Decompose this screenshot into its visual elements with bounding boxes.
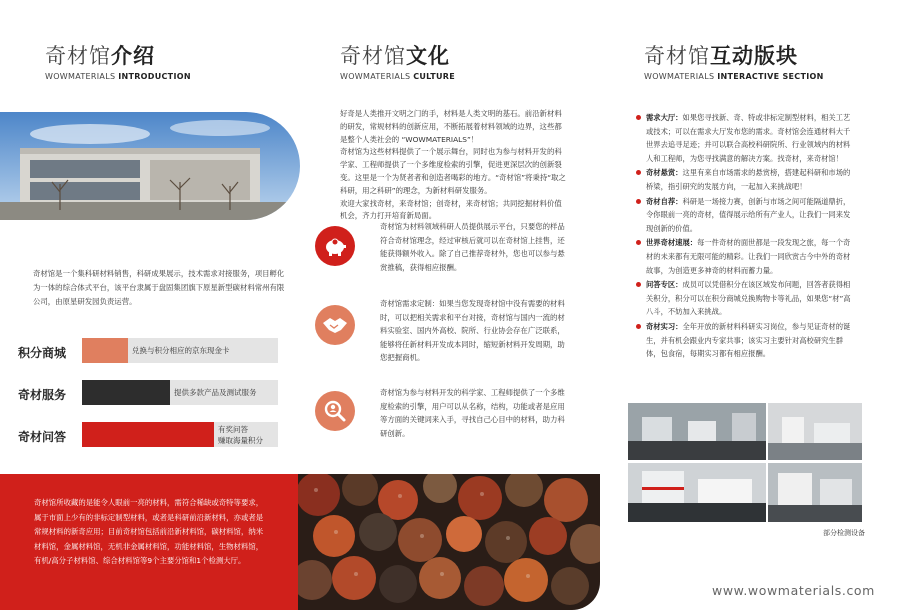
equipment-caption: 部分检测设备 xyxy=(823,529,865,537)
interactive-title: 奇材馆互动版块 xyxy=(644,44,798,68)
equipment-photos xyxy=(628,403,862,522)
website-url[interactable]: www.wowmaterials.com xyxy=(712,583,875,598)
bullet-internship: 奇材实习：全年开放的新材料科研实习岗位，参与见证奇材的诞生，并有机会跟业内专家共事；该实习主要针对高校研究生群体，包食宿，每期实习都有相应报酬。 xyxy=(636,320,856,361)
row-bar-qa[interactable] xyxy=(82,422,278,447)
row-swatch-salmon xyxy=(82,338,128,363)
red-info-panel xyxy=(0,474,298,610)
intro-title: 奇材馆介绍 xyxy=(45,44,155,68)
culture-intro: 好奇是人类推开文明之门的手，材料是人类文明的基石。前沿新材料的研发，常规材料的创新应用，不断拓展着材料领域的边界，这些都是整个人类社会的 “WOWMATERIALS”！ 奇材馆为这些材料提供了一个展示舞台，同时也为参与材料开发的科学家、工程师提供了一个多维度检索的引擎，促进更深层次的创新裂变。这里是一个为贤者者和创造者喝彩的地方。“奇材馆”将秉持“取之科研，用之科研”的理念，为新材料研发服务。 欢迎大家找奇材，来奇材馆；创奇材，来奇材馆；共同挖掘材料价值机会，齐力打开培育新局面。 xyxy=(340,109,566,221)
row-label-points-mall: 积分商城 xyxy=(18,346,67,360)
culture-subtitle: WOWMATERIALS CULTURE xyxy=(340,72,456,81)
row-label-qa: 奇材问答 xyxy=(18,430,67,444)
row-bar-points-mall[interactable] xyxy=(82,338,278,363)
red-panel-text: 奇材馆所收藏的是能令人眼前一亮的材料，需符合稀缺或奇特等要求，属于市面上少有的非标定制型材料，或者是科研前沿新材料，亦或者是常规材料的新奇应用；目前奇材馆包括前沿新材料馆，碳材料馆，纳米材料馆，金属材料馆，无机非金属材料馆，功能材料馆，生物材料馆，有机/高分子材料馆、综合材料馆等9个主要分馆和1个检测大厅。 xyxy=(34,498,264,565)
building-photo xyxy=(0,112,300,220)
bullet-qa-zone: 问答专区：成员可以凭借积分在该区域发布问题，回答者获得相关积分，积分可以在积分商城兑换购物卡等礼品，如果您“材”高八斗，不妨加入来挑战。 xyxy=(636,278,856,319)
intro-paragraph: 奇材馆是一个集科研材料销售，科研成果展示，技术需求对接服务，项目孵化为一体的综合体式平台，该平台隶属于盘固集团旗下原星新型碳材料常州有限公司，由原星研发园负责运营。 xyxy=(33,269,285,306)
row-text-points-mall: 兑换与积分相应的京东现金卡 xyxy=(132,346,230,355)
intro-subtitle: WOWMATERIALS INTRODUCTION xyxy=(45,72,191,81)
handshake-icon xyxy=(315,305,355,345)
search-person-icon xyxy=(315,391,355,431)
row-label-services: 奇材服务 xyxy=(18,388,67,402)
interactive-subtitle: WOWMATERIALS INTERACTIVE SECTION xyxy=(644,72,824,81)
interactive-bullet-list xyxy=(636,111,856,362)
row-swatch-red xyxy=(82,422,214,447)
row-swatch-dark xyxy=(82,380,170,405)
piggy-bank-icon xyxy=(315,226,355,266)
bullet-world-showcase: 世界奇材速展：每一件奇材的面世都是一段发现之旅，每一个奇材的未来都有无限可能的精彩。让我们一同欣赏古今中外的奇材故事，为创造更多神奇的材料而蓄力量。 xyxy=(636,236,856,277)
bullet-demand-hall: 需求大厅：如果您寻找新、奇、特或非标定制型材料，相关工艺或技术；可以在需求大厅发布您的需求。奇材馆会连通材料大千世界去追寻足迹；并可以联合高校科研院所、行业领域内的材料人和工程师，为您寻找满意的解决方案。找奇材，来奇材馆！ xyxy=(636,111,856,165)
culture-item-3: 奇材馆为参与材料开发的科学家、工程师提供了一个多维度检索的引擎，用户可以从名称，结构，功能或者是应用等方面的关键词来入手，寻找自己心目中的材料，助力科研创新。 xyxy=(380,388,565,438)
culture-item-1: 奇材馆为材料领域科研人员提供展示平台，只要您的样品符合奇材馆理念，经过审核后就可以在奇材馆上挂售，还能获得额外收入。除了自己推荐奇材外，您也可以参与悬赏推稿，获得相应报酬。 xyxy=(380,222,565,272)
row-text-services: 提供多款产品及测试服务 xyxy=(174,388,257,397)
culture-title: 奇材馆文化 xyxy=(340,44,450,68)
culture-item-2: 奇材馆需求定制：如果当您发现奇材馆中没有需要的材料时，可以把相关需求和平台对接，奇材馆与国内一流的材料实验室、国内外高校、院所、行业协会存在广泛联系，能够将任新材料开发成本同时，缩短新材料开发周期，助您把握商机。 xyxy=(380,299,565,363)
bullet-bounty: 奇材悬赏：这里有来自市场需求的悬赏榜，搭建起科研和市场的桥梁，指引研究的发展方向，一起加入来挑战吧！ xyxy=(636,166,856,193)
materials-photo xyxy=(298,474,600,610)
bullet-self-recommend: 奇材自荐：科研是一场接力赛，创新与市场之间可能隔道鼎折，令你眼前一亮的奇材，值得展示给所有产业人，让我们一同来发现创新的价值。 xyxy=(636,195,856,236)
row-bar-services[interactable] xyxy=(82,380,278,405)
row-text-qa: 有奖问答 赚取海量积分 xyxy=(218,424,263,445)
